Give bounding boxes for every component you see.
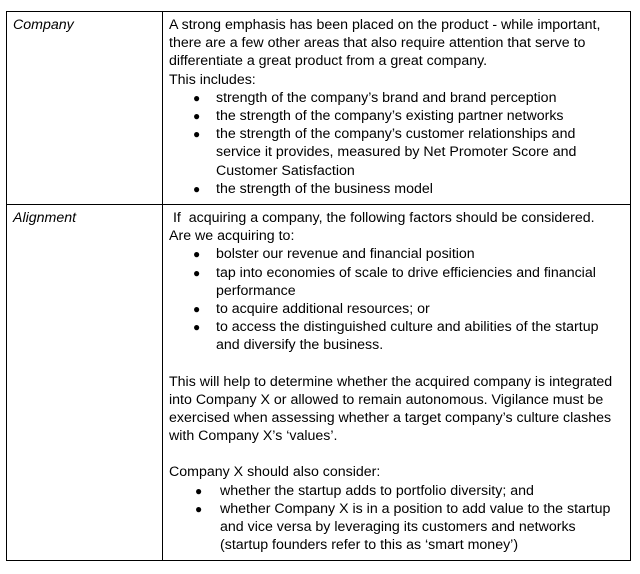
list-item [169, 89, 624, 107]
list-item [169, 107, 624, 125]
list-item-text: to acquire additional resources; or [216, 301, 430, 318]
alignment-question-text: Are we acquiring to: [169, 228, 295, 245]
list-item-text: whether the startup adds to portfolio diversity; and [220, 482, 534, 499]
list-item-text: whether Company X is in a position to add value to the startup and vice versa by leveraging its customers and networks (startup founders refer to this as ‘smart money’) [220, 500, 611, 554]
list-item [169, 180, 624, 198]
bullet-icon: ● [193, 320, 201, 335]
alignment-intro-text: If acquiring a company, the following factors should be considered. [169, 210, 595, 227]
list-item [169, 245, 624, 263]
table-row-alignment [7, 205, 631, 561]
bullet-icon: ● [193, 109, 201, 124]
company-includes-text: This includes: [169, 71, 256, 88]
list-item-text: to access the distinguished culture and abilities of the startup and diversify the business. [216, 319, 599, 354]
list-item-text: the strength of the company’s customer relationships and service it provides, measured by Net Promoter Score and Customer Satisfaction [216, 126, 577, 179]
alignment-bullet-list [169, 245, 624, 354]
document-table [6, 11, 631, 561]
table-row-company [7, 12, 631, 205]
list-item [169, 125, 624, 180]
bullet-icon: ● [195, 501, 203, 516]
alignment-consider-list [169, 482, 624, 555]
bullet-icon: ● [193, 181, 201, 196]
bullet-icon: ● [193, 302, 201, 317]
list-item [169, 318, 624, 354]
list-item [169, 482, 624, 500]
list-item-text: tap into economies of scale to drive efficiencies and financial performance [216, 264, 596, 299]
bullet-icon: ● [193, 247, 201, 262]
bullet-icon: ● [193, 90, 201, 105]
row-label-company: Company [7, 12, 163, 205]
paragraph-spacer [169, 445, 624, 463]
list-item-text: bolster our revenue and financial position [216, 246, 475, 263]
row-content-company [163, 12, 631, 205]
list-item-text: strength of the company’s brand and brand perception [216, 89, 557, 106]
paragraph-spacer [169, 355, 624, 373]
bullet-icon: ● [193, 127, 201, 142]
list-item [169, 500, 624, 555]
alignment-consider-text: Company X should also consider: [169, 464, 381, 481]
list-item-text: the strength of the company’s existing partner networks [216, 108, 564, 125]
row-label-alignment: Alignment [7, 205, 163, 561]
bullet-icon: ● [195, 483, 203, 498]
list-item [169, 264, 624, 300]
company-intro-text: A strong emphasis has been placed on the product - while important, there are a few other areas that also require attention that serve to differentiate a great product from a great company. [169, 17, 601, 70]
bullet-icon: ● [193, 265, 201, 280]
list-item-text: the strength of the business model [216, 180, 433, 197]
list-item [169, 300, 624, 318]
row-content-alignment [163, 205, 631, 561]
alignment-integration-text: This will help to determine whether the acquired company is integrated into Company X or allowed to remain autonomous. Vigilance must be exercised when assessing whether a target company’s culture clashes with Company X’s ‘values’. [169, 373, 613, 445]
company-bullet-list [169, 89, 624, 198]
